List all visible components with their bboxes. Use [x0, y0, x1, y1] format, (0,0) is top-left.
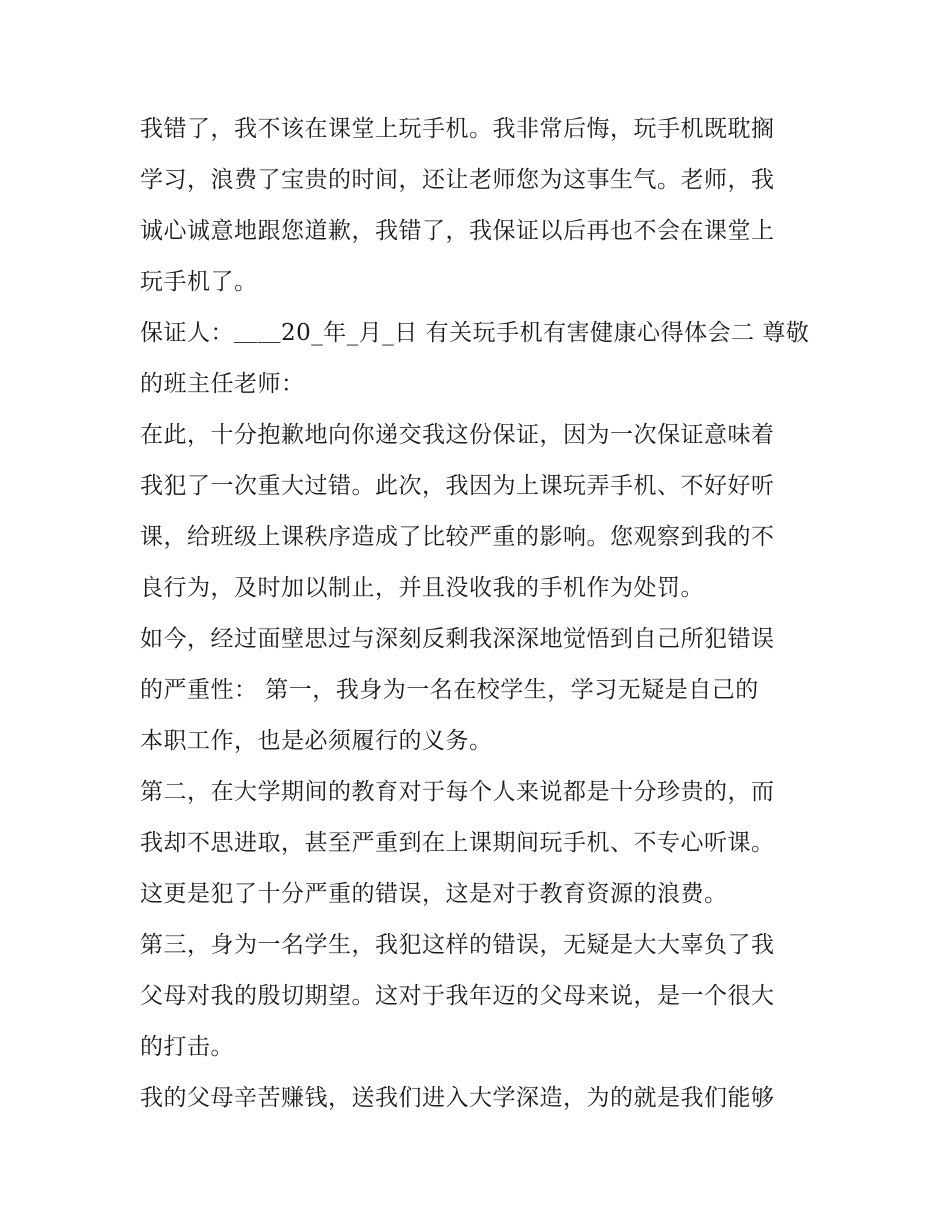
body-text: [140, 104, 820, 1124]
text-line: 玩手机了。: [140, 269, 258, 295]
text-line: 这更是犯了十分严重的错误，这是对于教育资源的浪费。: [140, 881, 728, 907]
text-line: 本职工作，也是必须履行的义务。: [140, 728, 493, 754]
text-line: 我的父母辛苦赚钱，送我们进入大学深造，为的就是我们能够: [140, 1085, 775, 1111]
text-line: 课，给班级上课秩序造成了比较严重的影响。您观察到我的不: [140, 524, 775, 550]
text-line: 学习，浪费了宝贵的时间，还让老师您为这事生气。老师，我: [140, 167, 775, 193]
text-line: 的打击。: [140, 1034, 234, 1060]
text-line: 第二，在大学期间的教育对于每个人来说都是十分珍贵的，而: [140, 779, 775, 805]
text-line: 第三，身为一名学生，我犯这样的错误，无疑是大大辜负了我: [140, 932, 775, 958]
text-line: 保证人：＿＿20_年_月_日 有关玩手机有害健康心得体会二 尊敬: [140, 320, 810, 346]
text-line: 在此，十分抱歉地向你递交我这份保证，因为一次保证意味着: [140, 422, 775, 448]
text-line: 如今，经过面壁思过与深刻反剩我深深地觉悟到自己所犯错误: [140, 626, 775, 652]
text-line: 的班主任老师：: [140, 371, 305, 397]
text-line: 我错了，我不该在课堂上玩手机。我非常后悔，玩手机既耽搁: [140, 116, 775, 142]
text-line: 的严重性： 第一，我身为一名在校学生，学习无疑是自己的: [140, 677, 759, 703]
text-line: 我犯了一次重大过错。此次，我因为上课玩弄手机、不好好听: [140, 473, 775, 499]
text-line: 良行为，及时加以制止，并且没收我的手机作为处罚。: [140, 575, 704, 601]
text-line: 诚心诚意地跟您道歉，我错了，我保证以后再也不会在课堂上: [140, 218, 775, 244]
text-line: 父母对我的殷切期望。这对于我年迈的父母来说，是一个很大: [140, 983, 775, 1009]
text-line: 我却不思进取，甚至严重到在上课期间玩手机、不专心听课。: [140, 830, 775, 856]
